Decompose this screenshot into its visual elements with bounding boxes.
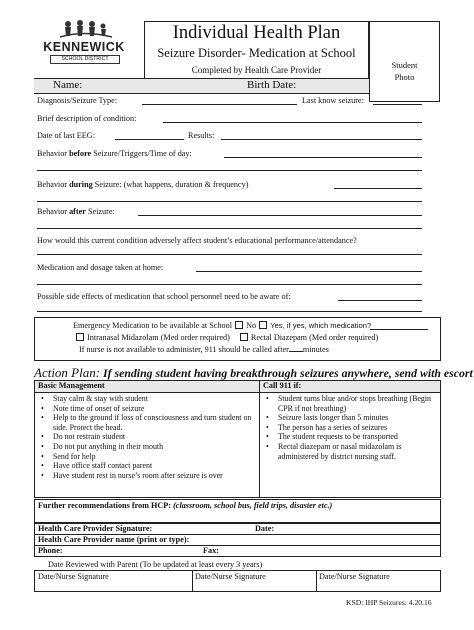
emergency-line-3 <box>79 345 329 354</box>
list-item: • Have office staff contact parent <box>35 461 257 471</box>
eeg-input[interactable] <box>115 139 184 140</box>
behavior-after-post: Seizure: <box>85 207 115 216</box>
completed-by: Completed by Health Care Provider <box>191 65 322 75</box>
review-signature-2[interactable]: Date/Nurse Signature <box>195 572 266 581</box>
list-item: • Note time of onset of seizure <box>35 404 257 414</box>
logo-subtitle: SCHOOL DISTRICT <box>50 55 120 64</box>
district-logo <box>34 20 134 70</box>
emergency-question: Emergency Medication to be available at School <box>73 321 232 330</box>
nurse-911-text: If nurse is not available to administer, 911 should be called after <box>79 345 289 354</box>
rectal-checkbox[interactable] <box>240 333 248 341</box>
review-signature-3[interactable]: Date/Nurse Signature <box>319 572 390 581</box>
review-signature-1[interactable]: Date/Nurse Signature <box>38 572 109 581</box>
behavior-before-bold: before <box>69 149 92 158</box>
review-label: Date Reviewed with Parent (To be updated at least every 3 years) <box>48 560 263 569</box>
yes-checkbox[interactable] <box>259 321 267 329</box>
yes-label: Yes, if yes, which medication? <box>270 321 372 330</box>
results-input[interactable] <box>221 139 422 140</box>
call-911-list <box>260 394 438 461</box>
behavior-before-pre: Behavior <box>37 149 70 158</box>
behavior-after-input-2[interactable] <box>37 228 422 229</box>
basic-management-header: Basic Management <box>38 381 105 390</box>
action-plan-instruction: If sending student having breakthrough seizures anywhere, send with escort <box>103 366 473 380</box>
medication-name-input[interactable] <box>370 329 428 330</box>
list-item: • The person has a series of seizures <box>260 423 438 433</box>
provider-name-label: Health Care Provider name (print or type): <box>38 535 190 544</box>
provider-phone-label: Phone: <box>38 546 63 555</box>
behavior-after-bold: after <box>69 207 86 216</box>
name-label: Name: <box>53 79 83 91</box>
provider-fax-label: Fax: <box>203 546 219 555</box>
photo-label-photo: Photo <box>394 72 415 82</box>
action-plan-heading <box>34 365 473 381</box>
results-label: Results: <box>188 131 215 140</box>
brief-description-input[interactable] <box>163 122 422 123</box>
birth-date-label: Birth Date: <box>247 79 297 91</box>
logo-figures-icon <box>34 20 134 42</box>
behavior-after-pre: Behavior <box>37 207 70 216</box>
provider-box <box>34 523 441 557</box>
minutes-input[interactable] <box>289 351 303 352</box>
medication-label: Medication and dosage taken at home: <box>37 263 164 272</box>
behavior-before-label <box>37 149 192 158</box>
education-impact-label: How would this current condition adversely affect student’s educational performance/attendance? <box>37 236 357 245</box>
last-seizure-label: Last know seizure: <box>302 96 364 105</box>
title-box <box>144 21 369 85</box>
eeg-label: Date of last EEG: <box>37 131 95 140</box>
list-item: • Seizure lasts longer than 5 minutes <box>260 413 438 423</box>
behavior-during-bold: during <box>69 180 93 189</box>
call-911-header: Call 911 if: <box>263 381 302 390</box>
list-item: • Student turns blue and/or stops breathing (Begin CPR if not breathing) <box>260 394 438 413</box>
action-plan-table <box>34 380 441 498</box>
diagnosis-label: Diagnosis/Seizure Type: <box>37 96 117 105</box>
list-item: • Rectal diazepam or nasal midazolam is administered by district nursing staff. <box>260 442 438 461</box>
student-photo-box <box>369 21 440 102</box>
minutes-label: minutes <box>302 345 329 354</box>
behavior-during-label <box>37 180 248 189</box>
behavior-after-input[interactable] <box>138 215 422 216</box>
medication-input[interactable] <box>196 271 422 272</box>
emergency-line-2 <box>75 333 378 342</box>
recommendations-label-row <box>38 501 332 510</box>
page-title: Individual Health Plan <box>172 23 341 43</box>
footer-code: KSD: IHP Seizures: 4.20.16 <box>346 598 432 607</box>
review-col-divider-2 <box>316 571 317 591</box>
behavior-during-post: Seizure: (what happens, duration & frequency) <box>92 180 249 189</box>
education-impact-input[interactable] <box>37 254 422 255</box>
intranasal-checkbox[interactable] <box>76 333 84 341</box>
behavior-before-input-2[interactable] <box>37 170 422 171</box>
list-item: • Do not restrain student <box>35 432 257 442</box>
behavior-during-pre: Behavior <box>37 180 70 189</box>
page-subtitle: Seizure Disorder- Medication at School <box>157 46 356 60</box>
side-effects-input[interactable] <box>338 300 422 301</box>
behavior-during-input-2[interactable] <box>37 201 422 202</box>
list-item: • Do not put anything in their mouth <box>35 442 257 452</box>
side-effects-label: Possible side effects of medication that school personnel need to be aware of: <box>37 292 291 301</box>
behavior-before-input[interactable] <box>224 157 422 158</box>
no-checkbox[interactable] <box>235 321 243 329</box>
list-item: • The student requests to be transported <box>260 432 438 442</box>
list-item: • Help to the ground if loss of consciousness and turn student on side. Protect the head. <box>35 413 257 432</box>
behavior-after-label <box>37 207 115 216</box>
diagnosis-input[interactable] <box>142 104 297 105</box>
intranasal-label: Intranasal Midazolam (Med order required) <box>87 333 230 342</box>
provider-signature-label: Health Care Provider Signature: <box>38 524 153 533</box>
rectal-label: Rectal Diazepam (Med order required) <box>250 333 379 342</box>
action-plan-label: Action Plan: <box>34 365 101 380</box>
no-label: No <box>246 321 257 330</box>
recommendations-box <box>34 499 441 523</box>
review-signature-table <box>34 570 441 592</box>
provider-divider-2 <box>35 545 440 546</box>
list-item: • Have student rest in nurse’s room after seizure is over <box>35 471 257 481</box>
recommendations-note: (classroom, school bus, field trips, disaster etc.) <box>173 501 333 510</box>
brief-description-label: Brief description of condition: <box>37 114 137 123</box>
photo-label-student: Student <box>391 60 418 70</box>
name-row <box>34 78 369 94</box>
side-effects-input-2[interactable] <box>37 311 422 312</box>
list-item: • Send for help <box>35 452 257 462</box>
medication-input-2[interactable] <box>37 284 422 285</box>
recommendations-label: Further recommendations from HCP: <box>38 501 172 510</box>
provider-date-label: Date: <box>255 524 275 533</box>
list-item: • Stay calm & stay with student <box>35 394 257 404</box>
last-seizure-input[interactable] <box>373 104 422 105</box>
emergency-medication-box <box>34 317 441 361</box>
review-col-divider-1 <box>192 571 193 591</box>
behavior-during-input[interactable] <box>334 188 422 189</box>
logo-name: KENNEWICK <box>43 40 125 54</box>
behavior-before-post: Seizure/Triggers/Time of day: <box>91 149 192 158</box>
basic-management-list <box>35 394 257 480</box>
emergency-line-1 <box>73 321 371 330</box>
